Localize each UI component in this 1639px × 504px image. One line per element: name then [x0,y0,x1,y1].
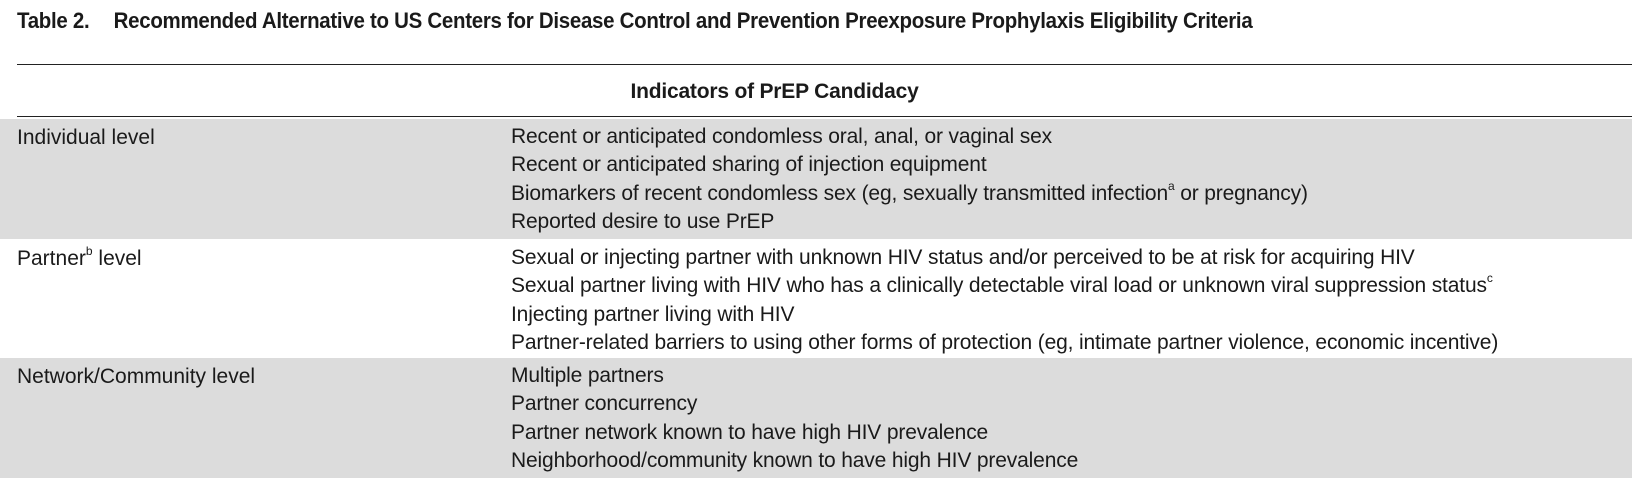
row-items [511,362,1078,475]
table-number: Table 2. [17,8,90,33]
list-item: Injecting partner living with HIV [511,302,795,326]
table-row-individual [0,119,1632,239]
row-label: Individual level [17,126,155,149]
table-title [17,8,1252,34]
row-label: Network/Community level [17,365,256,388]
table-row-network [0,358,1632,478]
table-caption: Recommended Alternative to US Centers for Disease Control and Prevention Preexposure Prophylaxis Eligibility Criteria [113,8,1253,33]
row-items [511,244,1498,357]
list-item: Partner network known to have high HIV prevalence [511,420,989,444]
list-item: Sexual partner living with HIV who has a clinically detectable viral load or unknown viral suppression status$^c$ [511,271,1493,298]
row-items [511,123,1308,236]
column-header: Indicators of PrEP Candidacy [630,80,919,103]
list-item: Neighborhood/community known to have high HIV prevalence [511,448,1079,472]
list-item: Recent or anticipated sharing of injection equipment [511,153,987,177]
top-rule [17,64,1632,65]
list-item: Biomarkers of recent condomless sex (eg, sexually transmitted infection$^a$ or pregnancy) [511,178,1308,205]
list-item: Sexual or injecting partner with unknown HIV status and/or perceived to be at risk for acquiring HIV [511,246,1415,269]
list-item: Recent or anticipated condomless oral, anal, or vaginal sex [511,125,1052,148]
table-row-partner [0,240,1632,358]
header-rule [17,116,1632,117]
list-item: Partner concurrency [511,392,698,416]
row-label: Partner$^b$ level [17,244,142,270]
list-item: Partner-related barriers to using other forms of protection (eg, intimate partner violence, economic incentive) [511,330,1499,354]
list-item: Multiple partners [511,364,664,387]
list-item: Reported desire to use PrEP [511,209,775,233]
